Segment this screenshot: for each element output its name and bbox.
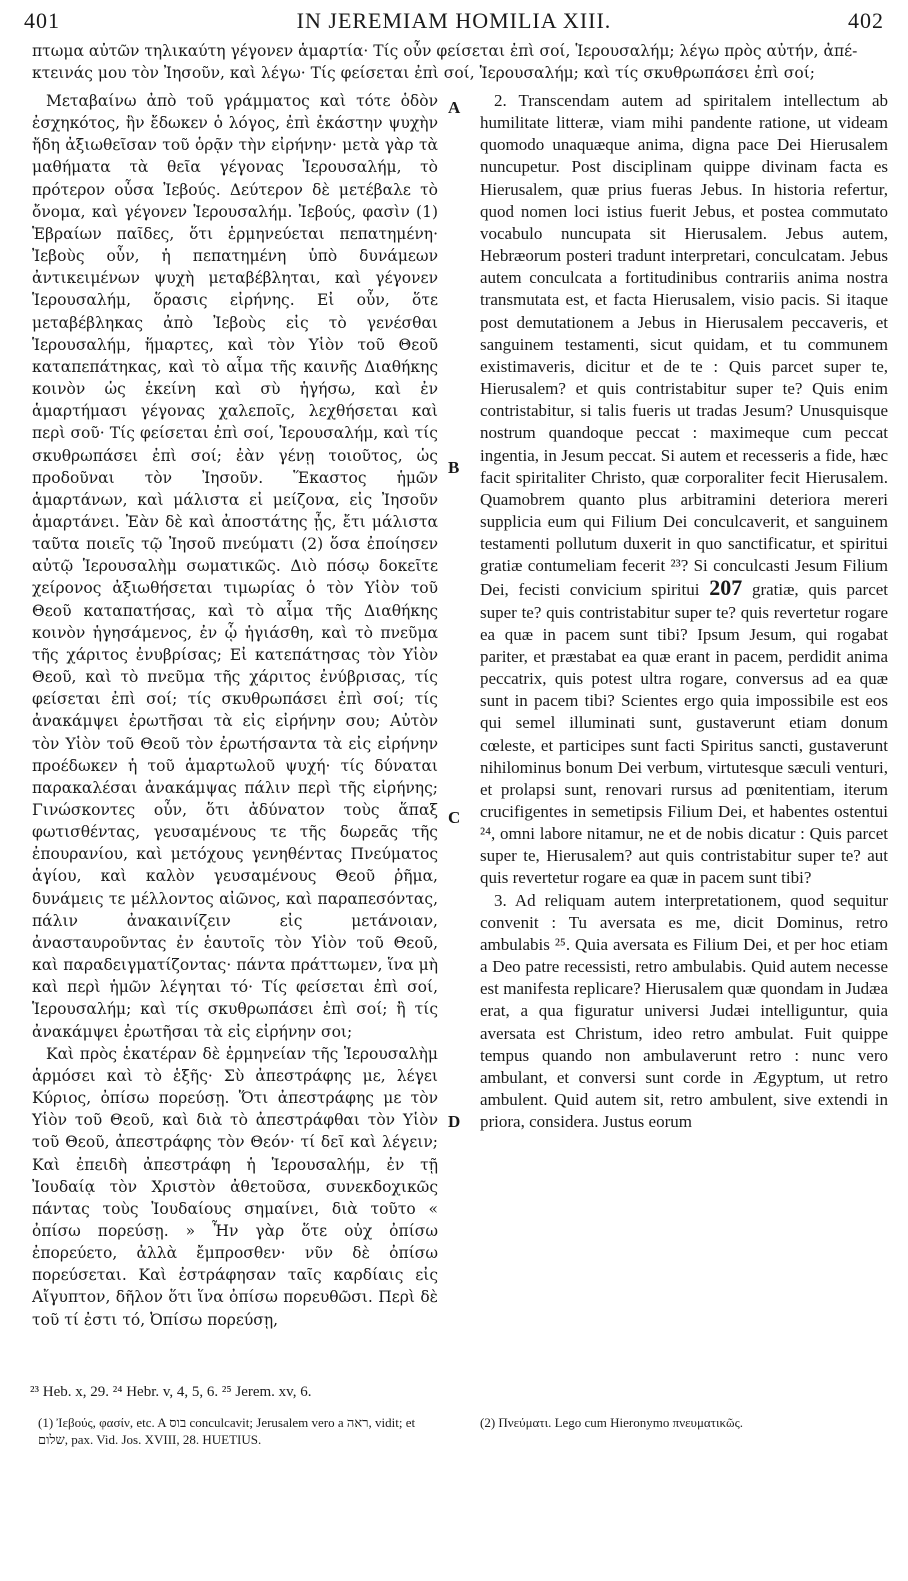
- running-title: IN JEREMIAM HOMILIA XIII.: [296, 8, 612, 33]
- latin-column: [480, 90, 888, 1133]
- latin-paragraph-1a: 2. Transcendam autem ad spiritalem intellectum ab humilitate litteræ, viam mihi pandente ratione, ut videam quomodo unaquæque anima, digna pace Dei Hierusalem nuncupetur. Post disciplinam quippe divinam facta es Hierusalem, quæ prius fueras Jebus. In historia refertur, quod nomen loci istius fuerit Jebus, et postea commutato vocabulo nuncupata sit Hierusalem. Jebus autem, Hebræorum posteri tradunt interpretari, conculcatam. Jebus autem conculcata a fortitudinibus contrariis anima nostra transmutata est, et facta Hierusalem, visio pacis. Si itaque post demutationem a Jebus in Hierusalem peccaveris, et sanguinem testamenti, sicut quidam, et tu communem existimaveris, dicitur et de te : Quis parcet super te, Hierusalem? et quis contristabitur super te? Quis enim contristabitur, si talis fueris ut tradas Jesum? Unusquisque nostrum quandoque peccat : maximeque cum peccat ingentia, in Jesum peccat. Si autem et recesseris a fide, hæc facit spiritaliter Christo, quæ corporaliter fecit Hierusalem. Quamobrem quanto plus arbitramini deteriora mereri supplicia eum qui Filium Dei conculcaverit, et sanguinem testamenti pollutum duxerit in quo sanctificatur, et spiritui gratiæ contumeliam fecerit ²³? Si conculcasti Jesum Filium Dei, fecisti convicium spiritui: [480, 91, 888, 600]
- top-greek-line-2: κτεινάς μου τὸν Ἰησοῦν, καὶ λέγω· Τίς φείσεται ἐπὶ σοί, Ἱερουσαλήμ; καὶ τίς σκυθρωπάσει ἐπὶ σοί;: [32, 64, 816, 82]
- footnote-right: (2) Πνεύματι. Lego cum Hieronymo πνευματικῶς.: [480, 1415, 743, 1430]
- footnote-left: (1) Ἰεβούς, φασίν, etc. A בוס conculcavit; Jerusalem vero a ראה, vidit; et שלום, pax. Vid. Jos. XVIII, 28. HUETIUS.: [38, 1415, 416, 1447]
- top-greek-continuation: [32, 40, 888, 84]
- page-number-right: 402: [848, 8, 884, 33]
- latin-paragraph-1: [480, 90, 888, 890]
- greek-paragraph-2: Καὶ πρὸς ἑκατέραν δὲ ἑρμηνείαν τῆς Ἱερουσαλὴμ ἁρμόσει καὶ τὸ ἑξῆς· Σὺ ἀπεστράφης με, λέγει Κύριος, ὀπίσω πορεύσῃ. Ὅτι ἀπεστράφης με τὸν Υἱὸν τοῦ Θεοῦ, καὶ διὰ τὸ ἀπεστράφθαι τὸν Υἱὸν τοῦ Θεοῦ, ἀπεστράφης τὸν Θεόν· τί δεῖ καὶ λέγειν; Καὶ ἐπειδὴ ἀπεστράφη ἡ Ἱερουσαλήμ, ἐν τῇ Ἰουδαίᾳ τὸν Χριστὸν ἀθετοῦσα, συνεκδοχικῶς πάντας τοὺς Ἰουδαίους σημαίνει, διὰ τοῦτο « ὀπίσω πορεύσῃ. » Ἦν γὰρ ὅτε οὐχ ὀπίσω ἐπορεύετο, ἀλλὰ ἔμπροσθεν· νῦν δὲ ὀπίσω πορεύσεται. Καὶ ἐστράφησαν ταῖς καρδίαις εἰς Αἴγυπτον, δῆλον ὅτι ἵνα ὀπίσω πορευθῶσι. Περὶ δὲ τοῦ τί ἐστι τό, Ὀπίσω πορεύσῃ,: [32, 1044, 438, 1329]
- section-marker-c: C: [448, 808, 461, 827]
- latin-paragraph-2: 3. Ad reliquam autem interpretationem, quod sequitur convenit : Tu aversata es me, dicit Dominus, retro ambulabis ²⁵. Quia aversata es Filium Dei, et per hoc etiam a Deo patre recessisti, retro ambulabis. Quid autem necesse est manifesta replicare? Hierusalem quæ quondam in Judæa erat, a qua figuratur universi Judæi intelliguntur, quia aversata est Christum, ideo retro ambulat. Fuit quippe tempus quando non ambulaverunt retro : nunc vero ambulant, et conversi sunt corde in Ægyptum, ut retro ambulent. Quid autem sit, retro ambulent, sive extendi in priora, considera. Justus eorum: [480, 890, 888, 1132]
- latin-paragraph-1b: gratiæ, quis parcet super te? quis contristabitur super te? quis revertetur rogare ea quæ in pacem sunt tibi? Ipsum Jesum, qui rogabat pariter, et præstabat ea quæ erant in pacem, perdidit anima peccatrix, quis potest ultra rogare, conversus ad ea quæ sunt in pacem tibi? Scientes ergo quia impossibile est eos qui semel illuminati sunt, gustaverunt etiam donum cœleste, et participes sunt facti Spiritus sancti, gustaverunt nihilominus bonum Dei verbum, virtutesque sæculi venturi, et prolapsi sunt, renovari rursus ad pœnitentiam, iterum crucifigentes in semetipsis Filium Dei, et habentes ostentui ²⁴, omni labore nitamur, ne et de nobis dicatur : Quis parcet super te, Hierusalem? aut quis contristabitur super te? aut quis revertetur rogare ea quæ in pacem sunt tibi?: [480, 580, 889, 888]
- page-number-left: 401: [24, 8, 60, 33]
- greek-paragraph-1: Μεταβαίνω ἀπὸ τοῦ γράμματος καὶ τότε ὁδὸν ἐσχηκότος, ἣν ἔδωκεν ὁ λόγος, ἐπὶ ἑκάστην ψυχὴν ἤδη ἀξιωθεῖσαν τοῦ ὁρᾷν τὴν εἰρήνην· μετὰ γὰρ τὰ μαθήματα τὰ θεῖα γέγονας Ἱερουσαλήμ, τὸ πρότερον οὖσα Ἰεβούς. Δεύτερον δὲ μετέβαλε τὸ ὄνομα, καὶ γέγονεν Ἱερουσαλήμ. Ἰεβούς, φασὶν (1) Ἑβραίων παῖδες, ὅτι ἑρμηνεύεται πεπατημένη· Ἰεβοὺς οὖν, ἡ πεπατημένη ὑπὸ δυνάμεων ἀντικειμένων ψυχὴ μεταβέβληται, καὶ γέγονεν Ἱερουσαλήμ, ὅρασις εἰρήνης. Εἰ οὖν, ὅτε μεταβέβληκας ἀπὸ Ἰεβοὺς εἰς τὸ γενέσθαι Ἱερουσαλήμ, ἥμαρτες, καὶ τὸν Υἱὸν τοῦ Θεοῦ καταπεπάτηκας, καὶ τὸ αἷμα τῆς καινῆς Διαθήκης κοινὸν ὡς ἐκείνη καὶ σὺ ἡγήσω, καὶ ἐν ἁμαρτήμασι γέγονας χαλεποῖς, λεχθήσεται καὶ περὶ σοῦ· Τίς φείσεται ἐπὶ σοί, Ἱερουσαλήμ, καὶ τίς σκυθρωπάσει ἐπὶ σοί; ἐὰν γένῃ τοιοῦτος, ὡς προδοῦναι τὸν Ἰησοῦν. Ἕκαστος ἡμῶν ἁμαρτάνων, καὶ μάλιστα εἰ μείζονα, εἰς Ἰησοῦν ἁμαρτάνει. Ἐὰν δὲ καὶ ἀποστάτης ᾖς, ἔτι μάλιστα ταῦτα ποιεῖς τῷ Ἰησοῦ πνεύματι (2) ὅσα ἐποίησεν αὐτῷ Ἱερουσαλὴμ σωματικῶς. Διὸ πόσῳ δοκεῖτε χείρονος ἀξιωθήσεται τιμωρίας ὁ τὸν Υἱὸν τοῦ Θεοῦ καταπατήσας, καὶ τὸ αἷμα τῆς Διαθήκης κοινὸν ἡγησάμενος, ἐν ᾧ ἡγιάσθη, καὶ τὸ πνεῦμα τῆς χάριτος ἐνυβρίσας; Εἰ κατεπάτησας τὸν Υἱὸν Θεοῦ, καὶ τὸ πνεῦμα τῆς χάριτος ἐνύβρισας, τίς φείσεται ἐπὶ σοί; τίς σκυθρωπάσει ἐπὶ σοί; τίς ἀνακάμψει ἐρωτῆσαι τὰ εἰς εἰρήνην σου; Αὐτὸν τὸν Υἱὸν τοῦ Θεοῦ τὸν ἐρωτήσαντα τὰ εἰς εἰρήνην προέδωκεν ἡ τοῦ ἁμαρτωλοῦ ψυχή· τίς δύναται παρακαλέσαι ἀνακάμψας πάλιν περὶ τῆς εἰρήνης; Γινώσκοντες οὖν, ὅτι ἀδύνατον τοὺς ἅπαξ φωτισθέντας, γευσαμένους τε τῆς δωρεᾶς τῆς ἐπουρανίου, καὶ μετόχους γενηθέντας Πνεύματος ἁγίου, καὶ καλὸν γευσαμένους Θεοῦ ῥῆμα, δυνάμεις τε μέλλοντος αἰῶνος, καὶ παραπεσόντας, πάλιν ἀνακαινίζειν εἰς μετάνοιαν, ἀνασταυροῦντας ἐν ἑαυτοῖς τὸν Υἱὸν τοῦ Θεοῦ, καὶ παραδειγματίζοντας· πάντα πράττωμεν, ἵνα μὴ καὶ περὶ ἡμῶν λέγηται τό· Τίς φείσεται ἐπὶ σοί, Ἱερουσαλήμ; καὶ τίς σκυθρωπάσει ἐπὶ σοί; ἢ τίς ἀνακάμψει ἐρωτῆσαι τὰ εἰς εἰρήνην σοι;: [32, 92, 438, 1041]
- scripture-references: ²³ Heb. x, 29. ²⁴ Hebr. v, 4, 5, 6. ²⁵ Jerem. xv, 6.: [30, 1384, 312, 1400]
- running-header: [24, 8, 884, 34]
- section-marker-d: D: [448, 1112, 461, 1131]
- greek-column: [32, 90, 438, 1331]
- top-greek-line-1: πτωμα αὐτῶν τηλικαύτη γέγονεν ἁμαρτία· Τίς οὖν φείσεται ἐπὶ σοί, Ἱερουσαλήμ; λέγω πρὸς αὐτήν, ἀπέ-: [32, 42, 858, 60]
- column-number: 207: [709, 575, 743, 601]
- section-marker-a: A: [448, 98, 461, 117]
- section-marker-b: B: [448, 458, 460, 477]
